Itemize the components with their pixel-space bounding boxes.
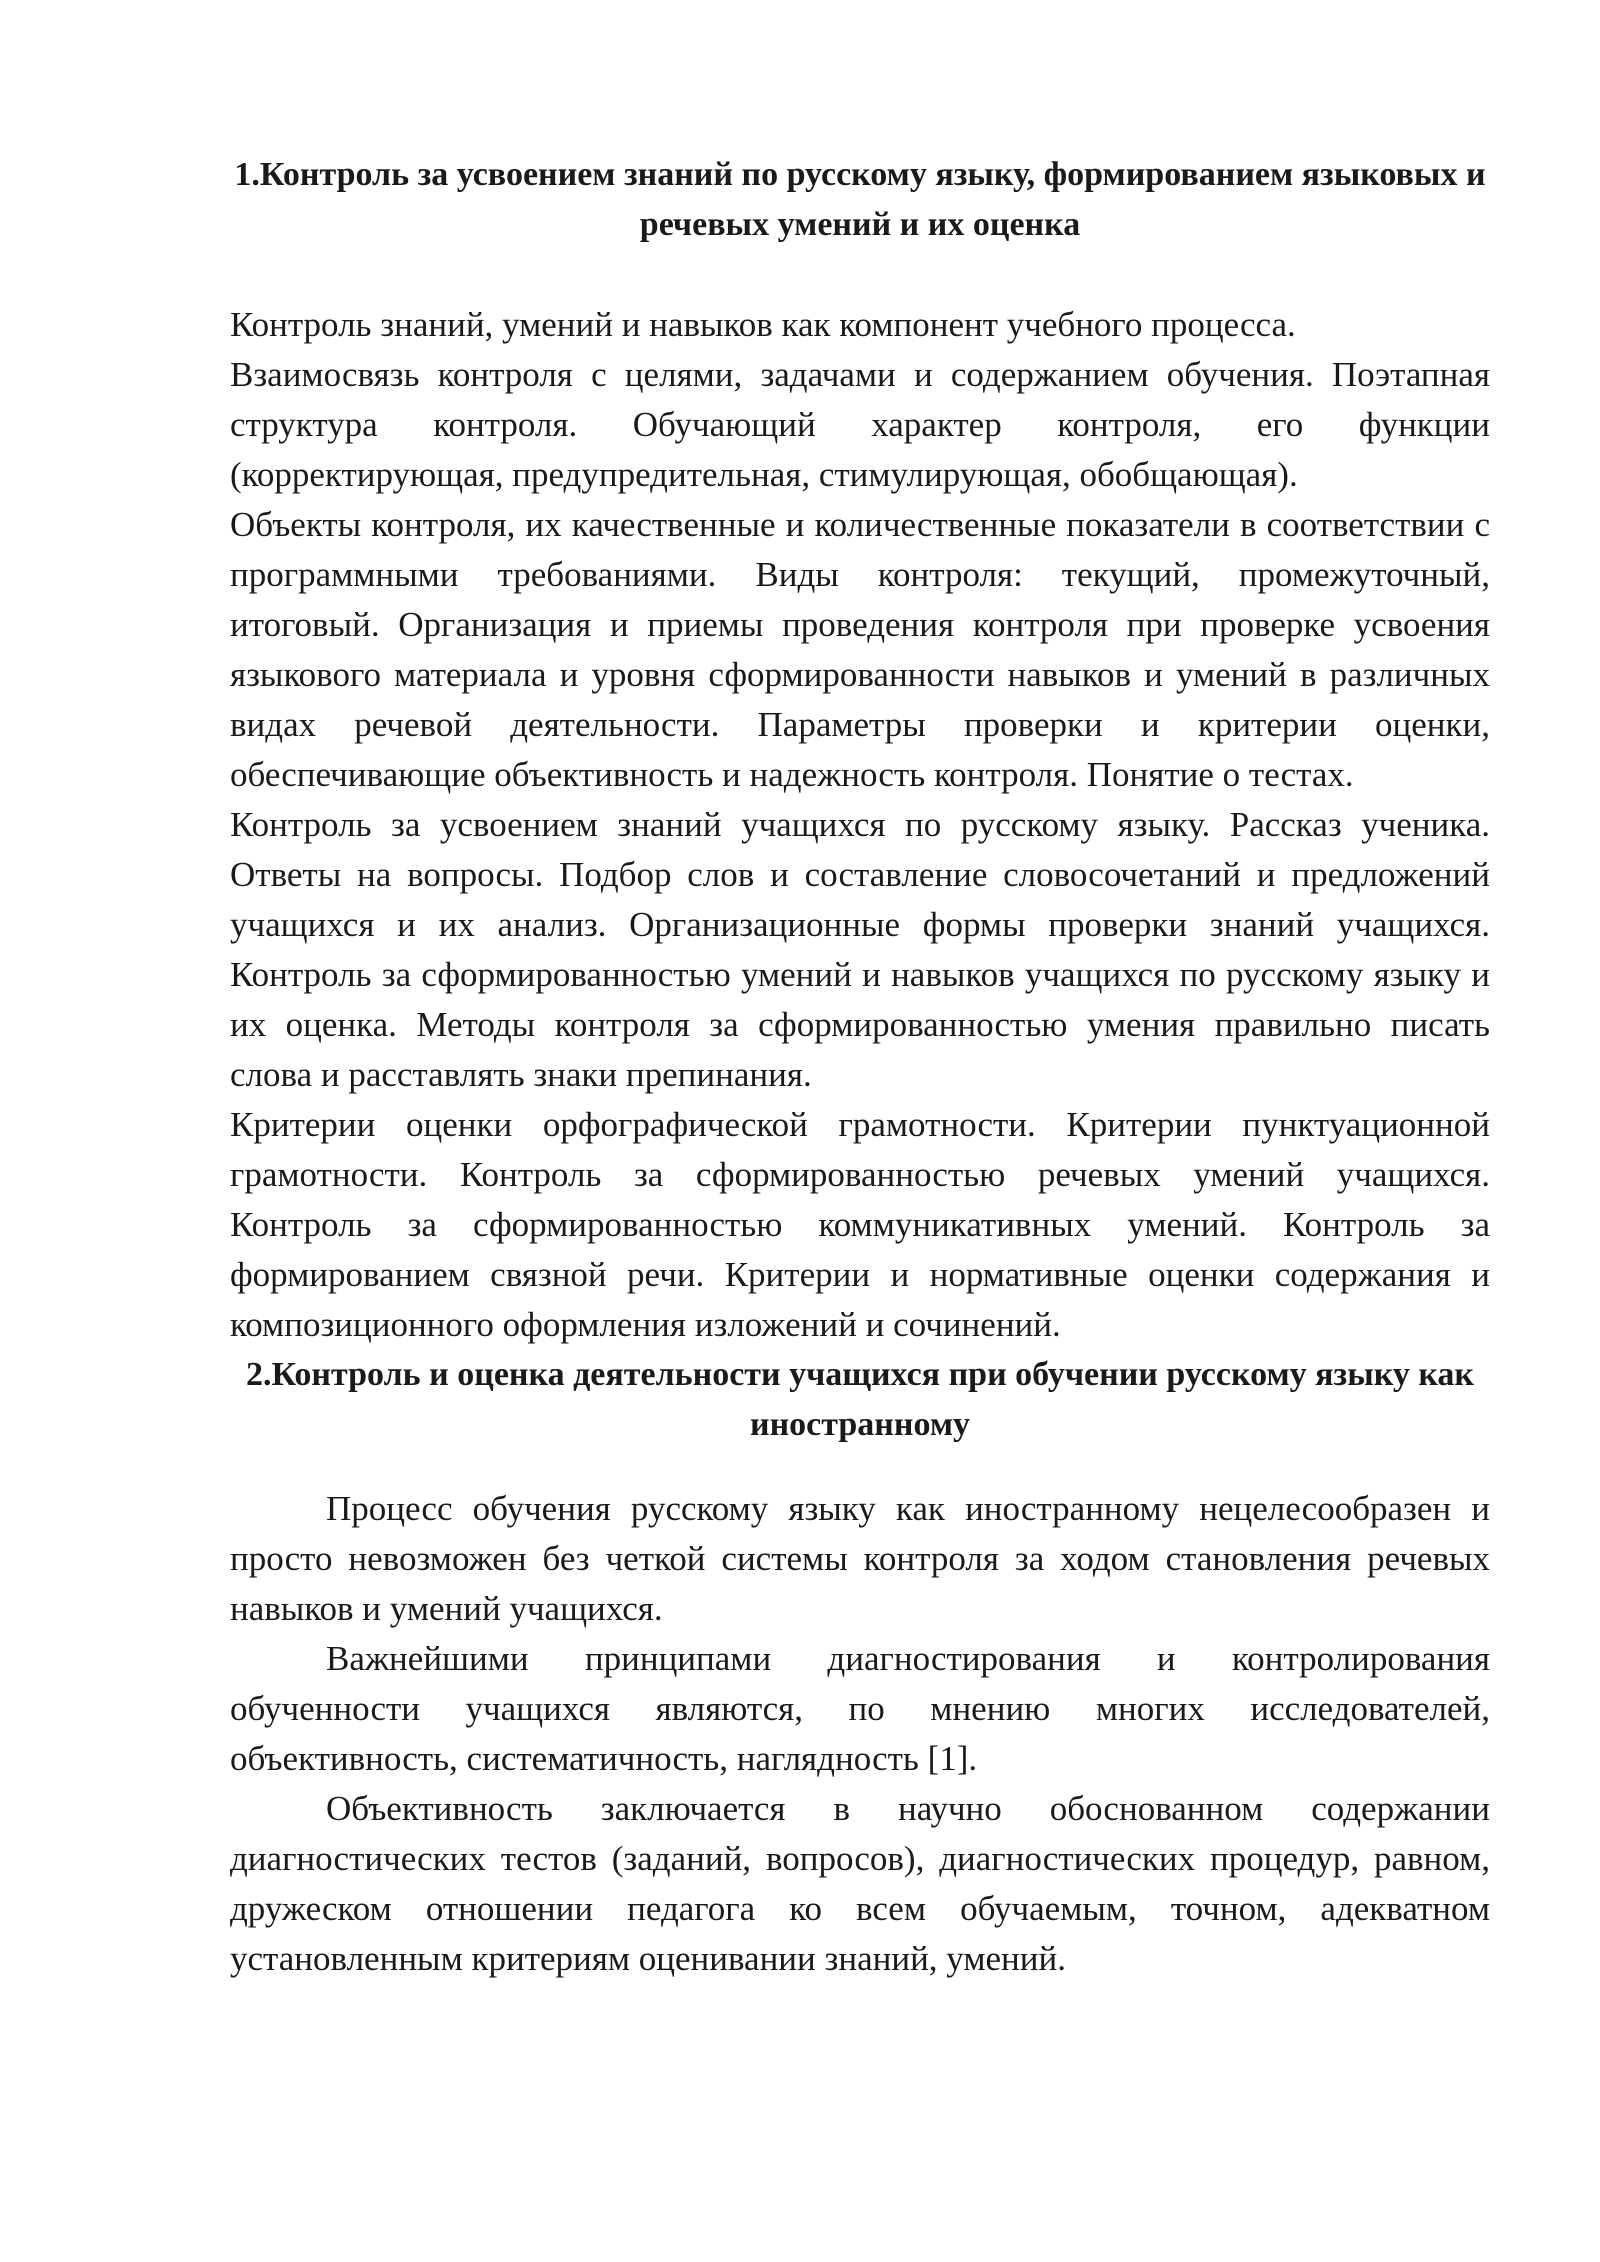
section-2-paragraph: Объективность заключается в научно обоснованном содержании диагностических тестов (заданий, вопросов), диагностических процедур, равном, дружеском отношении педагога ко всем обучаемым, точном, адекватном установленным критериям оценивании знаний, умений. (230, 1789, 1490, 1978)
section-1-paragraph: Контроль за усвоением знаний учащихся по русскому языку. Рассказ ученика. Ответы на вопросы. Подбор слов и составление словосочетаний и предложений учащихся и их анализ. Организационные формы проверки знаний учащихся. Контроль за сформированностью умений и навыков учащихся по русскому языку и их оценка. Методы контроля за сформированностью умения правильно писать слова и расставлять знаки препинания. (230, 805, 1490, 1094)
section-2-paragraph: Важнейшими принципами диагностирования и контролирования обученности учащихся являются, по мнению многих исследователей, объективность, систематичность, наглядность [1]. (230, 1639, 1490, 1778)
section-1-paragraph: Взаимосвязь контроля с целями, задачами и содержанием обучения. Поэтапная структура контроля. Обучающий характер контроля, его функции (корректирующая, предупредительная, стимулирующая, обобщающая). (230, 355, 1490, 494)
section-2-paragraph: Процесс обучения русскому языку как иностранному нецелесообразен и просто невозможен без четкой системы контроля за ходом становления речевых навыков и умений учащихся. (230, 1489, 1490, 1628)
section-1-paragraph: Контроль знаний, умений и навыков как компонент учебного процесса. (230, 305, 1296, 344)
section-1-paragraph: Объекты контроля, их качественные и количественные показатели в соответствии с программными требованиями. Виды контроля: текущий, промежуточный, итоговый. Организация и приемы проведения контроля при проверке усвоения языкового материала и уровня сформированности навыков и умений в различных видах речевой деятельности. Параметры проверки и критерии оценки, обеспечивающие объективность и надежность контроля. Понятие о тестах. (230, 505, 1490, 794)
document-page (230, 150, 1490, 1984)
section-1-heading: 1.Контроль за усвоением знаний по русскому языку, формированием языковых и речевых умений и их оценка (234, 156, 1486, 243)
section-1-paragraph: Критерии оценки орфографической грамотности. Критерии пунктуационной грамотности. Контроль за сформированностью речевых умений учащихся. Контроль за сформированностью коммуникативных умений. Контроль за формированием связной речи. Критерии и нормативные оценки содержания и композиционного оформления изложений и сочинений. (230, 1105, 1490, 1344)
section-2-heading: 2.Контроль и оценка деятельности учащихся при обучении русскому языку как иностранному (245, 1356, 1475, 1443)
